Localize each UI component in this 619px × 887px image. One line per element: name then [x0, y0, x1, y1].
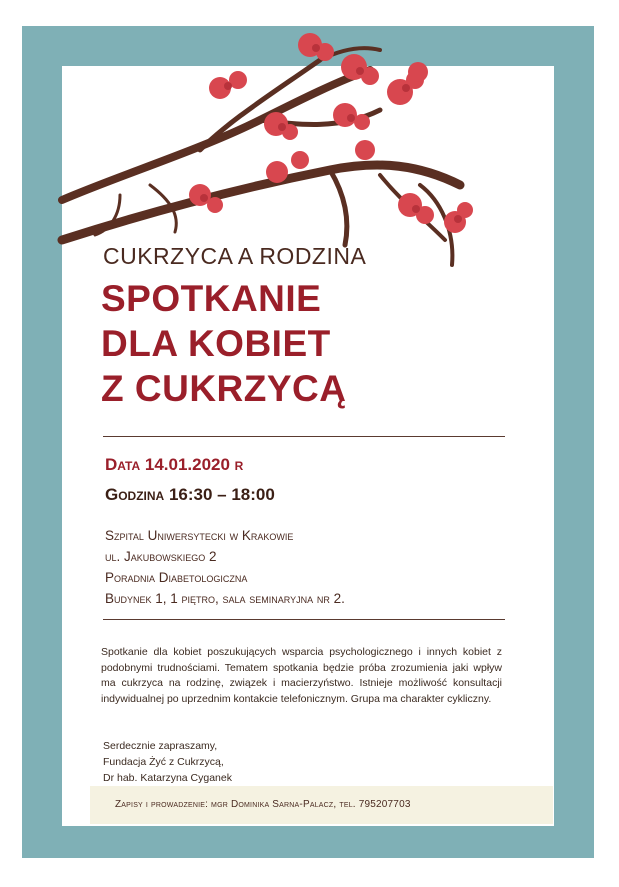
divider-bottom: [103, 619, 505, 620]
headline-line: Z CUKRZYCĄ: [101, 368, 347, 409]
headline-line: DLA KOBIET: [101, 323, 331, 364]
event-kicker: CUKRZYCA A RODZINA: [103, 243, 367, 269]
address-line: Budynek 1, 1 piętro, sala seminaryjna nr 2.: [105, 591, 345, 606]
event-description: Spotkanie dla kobiet poszukujących wsparcia psychologicznego i innych kobiet z podobnymi trudnościami. Tematem spotkania będzie próba zrozumienia jaki wpływ ma cukrzyca na rodzinę, związek i macierzyństwo. Istnieje możliwość konsultacji indywidualnej po uprzednim kontakcie telefonicznym. Grupa ma charakter cykliczny.: [101, 646, 502, 705]
address-line: Poradnia Diabetologiczna: [105, 570, 248, 585]
registration-contact: Zapisy i prowadzenie: mgr Dominika Sarna-Palacz, tel. 795207703: [115, 799, 411, 810]
address-line: Szpital Uniwersytecki w Krakowie: [105, 528, 294, 543]
signature-line: Fundacja Żyć z Cukrzycą,: [103, 756, 224, 768]
event-headline: [101, 276, 346, 411]
event-time: Godzina 16:30 – 18:00: [105, 485, 275, 504]
address-line: ul. Jakubowskiego 2: [105, 549, 217, 564]
divider-top: [103, 436, 505, 437]
headline-line: SPOTKANIE: [101, 278, 322, 319]
signature-line: Serdecznie zapraszamy,: [103, 740, 218, 752]
event-date: Data 14.01.2020 r: [105, 455, 244, 474]
signature-block: [103, 738, 232, 786]
event-address: [105, 525, 345, 609]
signature-line: Dr hab. Katarzyna Cyganek: [103, 772, 232, 784]
